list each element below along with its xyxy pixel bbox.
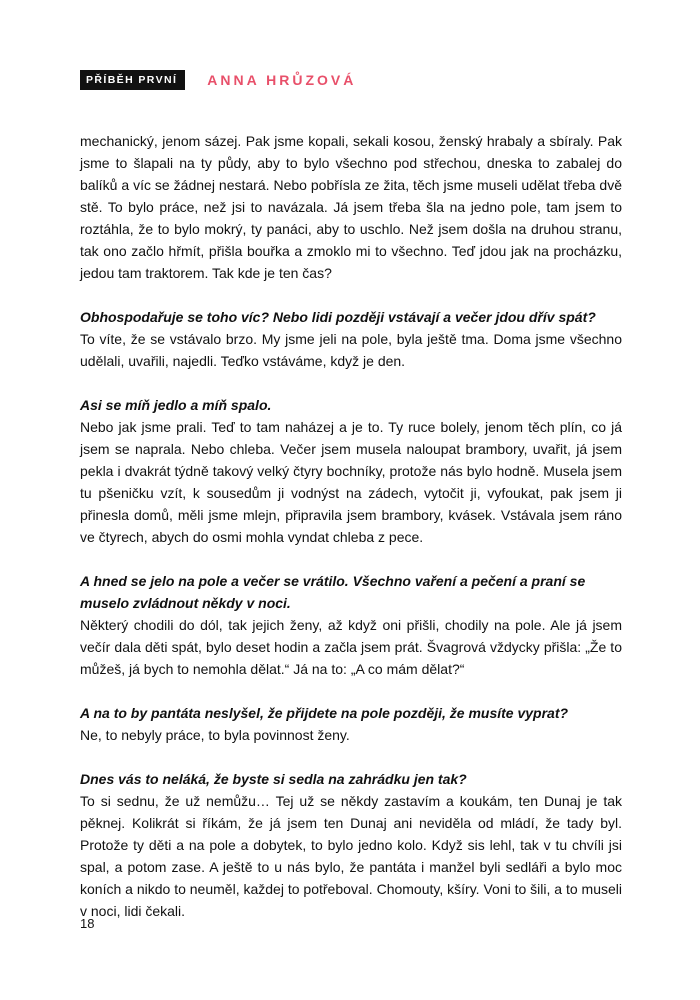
question-paragraph: Dnes vás to neláká, že byste si sedla na zahrádku jen tak? — [80, 771, 467, 787]
question-paragraph: Obhospodařuje se toho víc? Nebo lidi později vstávají a večer jdou dřív spát? — [80, 309, 596, 325]
page-number: 18 — [80, 916, 95, 931]
page-header — [80, 70, 356, 90]
answer-paragraph: Nebo jak jsme prali. Teď to tam naházej a je to. Ty ruce bolely, jenom těch plín, co já jsem se naprala. Nebo chleba. Večer jsem musela naloupat brambory, uvařit, já jsem pekla i dvakrát týdně takový velký čtyry bochníky, protože nás bylo hodně. Musela jsem tu pšeničku vzít, k sousedům ji vodnýst na zádech, vytočit ji, vyfoukat, pak jsem ji přinesla domů, měli jsme mlejn, připravila jsem brambory, kvásek. Vstávala jsem ráno ve čtyrech, abych do osmi mohla vyndat chleba z pece. — [80, 419, 622, 545]
answer-paragraph: mechanický, jenom sázej. Pak jsme kopali, sekali kosou, ženský hrabaly a sbíraly. Pak jsme to šlapali na ty půdy, aby to bylo všechno pod střechou, dneska to zabalej do balíků a víc se žádnej nestará. Nebo pobřísla ze žita, těch jsme museli udělat třeba dvě stě. To bylo práce, než jsi to navázala. Já jsem třeba šla na jedno pole, tam jsem to roztáhla, že to bylo mokrý, ty panáci, aby to uschlo. Než jsem došla na druhou stranu, tak ono začlo hřmít, přišla bouřka a zmoklo mi to všechno. Teď jdou jak na procházku, jedou tam traktorem. Tak kde je ten čas? — [80, 133, 622, 281]
question-paragraph: A na to by pantáta neslyšel, že přijdete na pole později, že musíte vyprat? — [80, 705, 569, 721]
interview-text — [80, 130, 622, 922]
answer-paragraph: To si sednu, že už nemůžu… Tej už se někdy zastavím a koukám, ten Dunaj je tak pěknej. Kolikrát si říkám, že já jsem ten Dunaj ani neviděla od mládí, že tady byl. Protože ty děti a na pole a dobytek, to bylo jedno kolo. Když sis lehl, tak v tu chvíli jsi spal, a potom zase. A ještě to u nás bylo, že pantáta i manžel byli sedláři a bylo moc koních a nikdo to neuměl, každej to potřeboval. Chomouty, kšíry. Voni to šili, a to museli v noci, lidi čekali. — [80, 793, 622, 919]
answer-paragraph: Ne, to nebyly práce, to byla povinnost ženy. — [80, 727, 350, 743]
question-paragraph: A hned se jelo na pole a večer se vrátilo. Všechno vaření a pečení a praní se muselo zvládnout někdy v noci. — [80, 573, 586, 611]
chapter-label: PŘÍBĚH PRVNÍ — [80, 70, 185, 90]
author-name: ANNA HRŮZOVÁ — [207, 72, 357, 88]
answer-paragraph: Některý chodili do dól, tak jejich ženy, až když oni přišli, chodily na pole. Ale já jsem večír dala děti spát, bylo deset hodin a začla jsem prát. Švagrová vždycky přišla: „Že to můžeš, já bych to nemohla dělat.“ Já na to: „A co mám dělat?“ — [80, 617, 622, 677]
question-paragraph: Asi se míň jedlo a míň spalo. — [80, 397, 272, 413]
answer-paragraph: To víte, že se vstávalo brzo. My jsme jeli na pole, byla ještě tma. Doma jsme všechno udělali, uvařili, najedli. Teďko vstáváme, když je den. — [80, 331, 622, 369]
